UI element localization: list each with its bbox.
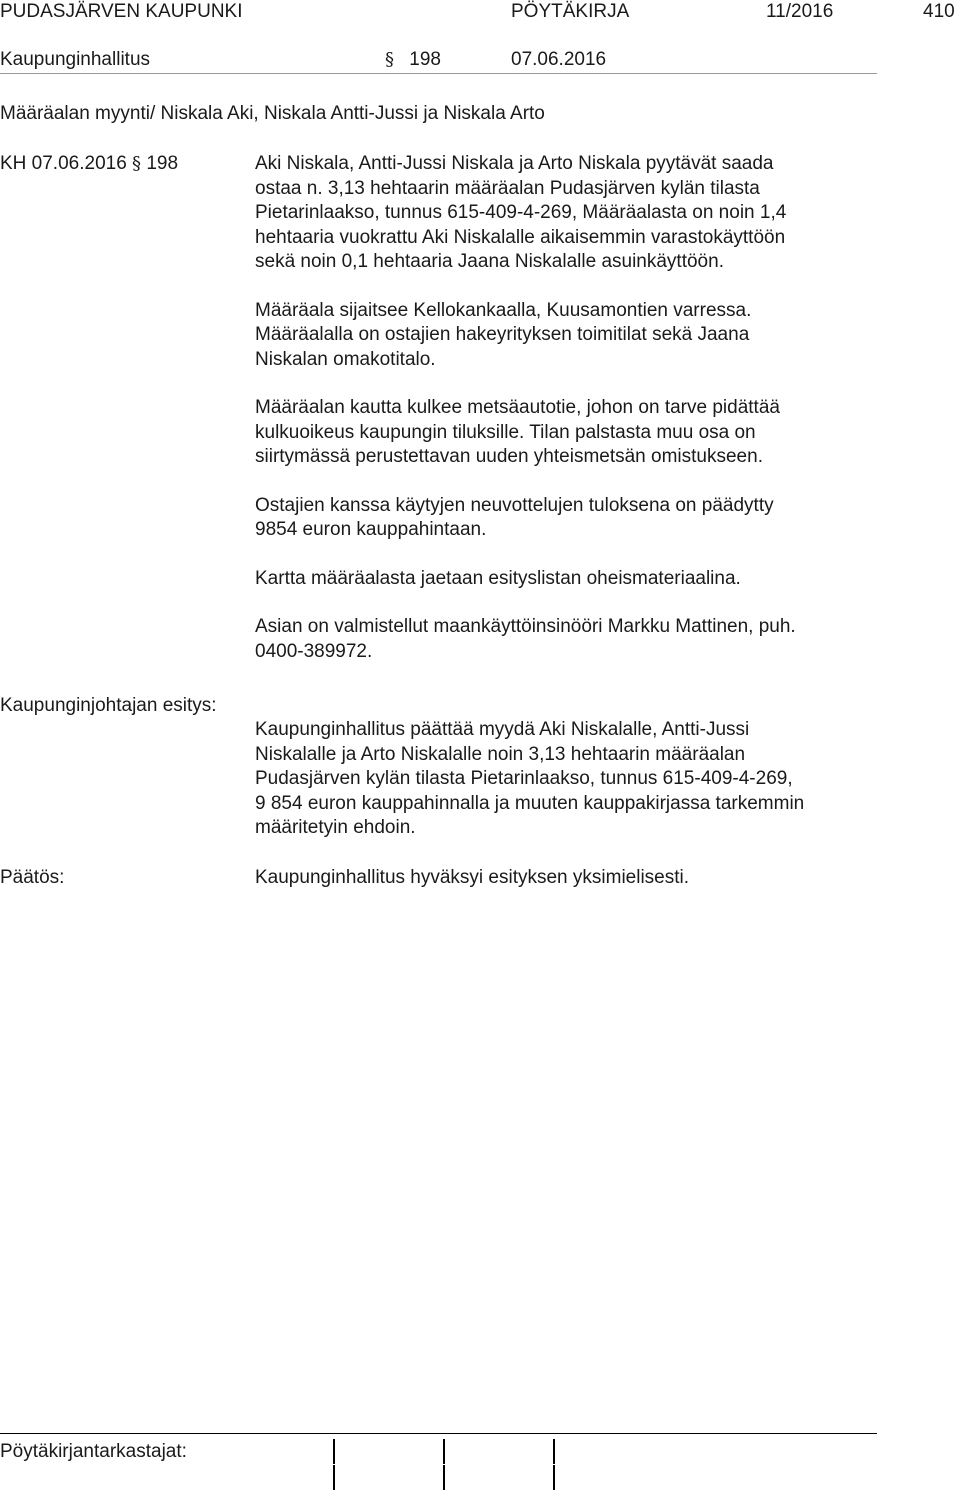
signature-field-divider <box>333 1465 335 1490</box>
decision-label: Päätös: <box>0 867 65 888</box>
paragraph <box>255 299 877 373</box>
page-title: Määräalan myynti/ Niskala Aki, Niskala Antti-Jussi ja Niskala Arto <box>0 103 545 124</box>
paragraph <box>255 494 877 543</box>
text-line: Niskalalle ja Arto Niskalalle noin 3,13 hehtaarin määräalan <box>255 743 746 765</box>
entry-section-sign: § <box>132 153 142 174</box>
text-line: Pietarinlaakso, tunnus 615-409-4-269, Määräalasta on noin 1,4 <box>255 202 787 223</box>
text-line: Määräala sijaitsee Kellokankaalla, Kuusamontien varressa. <box>255 299 752 321</box>
text-line: Aki Niskala, Antti-Jussi Niskala ja Arto Niskala pyytävät saada <box>255 153 774 174</box>
paragraph <box>255 615 877 664</box>
text-line: Pudasjärven kylän tilasta Pietarinlaakso, tunnus 615-409-4-269, <box>255 768 793 789</box>
page-number: 410 <box>923 1 955 22</box>
footer-label: Pöytäkirjantarkastajat: <box>0 1441 187 1462</box>
text-line: kulkuoikeus kaupungin tiluksille. Tilan palstasta muu osa on <box>255 421 756 443</box>
signature-field-divider <box>553 1465 555 1490</box>
header-divider <box>0 73 877 74</box>
text-line: Ostajien kanssa käytyjen neuvottelujen tuloksena on päädytty <box>255 494 774 516</box>
proposal-text <box>255 718 877 841</box>
text-line: Kartta määräalasta jaetaan esityslistan oheismateriaalina. <box>255 567 741 589</box>
entry-ref-prefix: KH 07.06.2016 <box>0 153 127 174</box>
text-line: 0400-389972. <box>255 640 373 662</box>
text-line: Määräalan kautta kulkee metsäautotie, johon on tarve pidättää <box>255 397 780 418</box>
text-line: määritetyin ehdoin. <box>255 817 416 838</box>
meeting-date: 07.06.2016 <box>511 49 607 70</box>
signature-field-divider <box>333 1439 335 1464</box>
document-type: PÖYTÄKIRJA <box>511 1 630 22</box>
text-line: 9854 euron kauppahintaan. <box>255 519 487 540</box>
body-name: Kaupunginhallitus <box>0 49 151 70</box>
paragraph <box>255 152 877 275</box>
text-line: sekä noin 0,1 hehtaaria Jaana Niskalalle asuinkäyttöön. <box>255 251 724 272</box>
text-line: Määräalalla on ostajien hakeyrityksen toimitilat sekä Jaana <box>255 324 750 345</box>
text-line: Asian on valmistellut maankäyttöinsinööri Markku Mattinen, puh. <box>255 616 796 637</box>
paragraph <box>255 567 877 592</box>
entry-reference <box>0 152 178 177</box>
text-line: siirtymässä perustettavan uuden yhteismetsän omistukseen. <box>255 446 763 467</box>
footer-divider <box>0 1433 877 1434</box>
meeting-number: 11/2016 <box>766 1 834 22</box>
entry-ref-number: 198 <box>146 153 179 174</box>
signature-field-divider <box>553 1439 555 1464</box>
text-line: Niskalan omakotitalo. <box>255 348 436 370</box>
body-text <box>255 152 877 664</box>
signature-field-divider <box>443 1465 445 1490</box>
paragraph <box>255 396 877 470</box>
decision-text: Kaupunginhallitus hyväksyi esityksen yksimielisesti. <box>255 867 690 888</box>
section-number: 198 <box>409 49 441 70</box>
org-name: PUDASJÄRVEN KAUPUNKI <box>0 1 243 22</box>
text-line: ostaa n. 3,13 hehtaarin määräalan Pudasjärven kylän tilasta <box>255 177 760 199</box>
text-line: hehtaaria vuokrattu Aki Niskalalle aikaisemmin varastokäyttöön <box>255 226 786 248</box>
text-line: Kaupunginhallitus päättää myydä Aki Niskalalle, Antti-Jussi <box>255 719 750 740</box>
section-sign: § <box>385 49 394 70</box>
proposal-label: Kaupunginjohtajan esitys: <box>0 695 217 716</box>
section-ref <box>385 48 441 73</box>
signature-field-divider <box>443 1439 445 1464</box>
text-line: 9 854 euron kauppahinnalla ja muuten kauppakirjassa tarkemmin <box>255 792 805 814</box>
